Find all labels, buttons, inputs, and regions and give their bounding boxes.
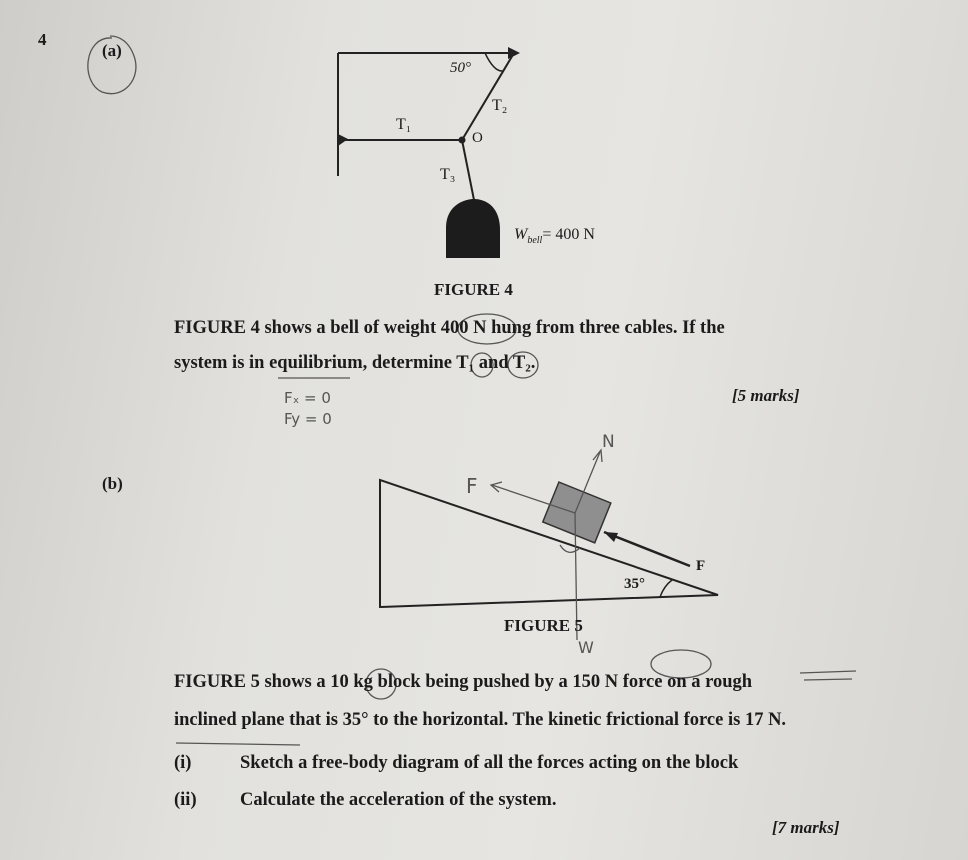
part-b-label: (b)	[102, 474, 123, 493]
bell-shape	[446, 199, 500, 258]
handwriting-fy: Fy = 0	[284, 410, 332, 428]
pen-overline-17n	[804, 679, 852, 680]
item-i-number: (i)	[174, 753, 192, 773]
item-i-text: Sketch a free-body diagram of all the forces acting on the block	[240, 753, 739, 773]
incline-triangle	[380, 480, 718, 607]
angle-arc-50	[485, 53, 503, 71]
item-ii-text: Calculate the acceleration of the system.	[240, 790, 557, 810]
fig4-t1-label: T₁	[396, 116, 412, 133]
fig4-t3-label: T₃	[440, 166, 456, 183]
pen-underline-inclined	[176, 743, 300, 745]
part-a-label: (a)	[102, 41, 122, 60]
block	[543, 482, 611, 543]
fig4-angle-label: 50°	[450, 60, 471, 76]
part-b-text-line2: inclined plane that is 35° to the horizontal. The kinetic frictional force is 17 N.	[174, 710, 787, 730]
figure-4	[338, 47, 520, 258]
angle-arc-35	[660, 580, 672, 597]
cable-t3	[462, 140, 474, 200]
part-a-text-line1: FIGURE 4 shows a bell of weight 400 N hung from three cables. If the	[174, 318, 725, 338]
part-b-text-line1: FIGURE 5 shows a 10 kg block being pushed by a 150 N force on a rough	[174, 672, 753, 692]
push-force-arrowhead	[604, 532, 618, 542]
figure-4-caption: FIGURE 4	[434, 280, 513, 299]
question-number: 4	[38, 30, 47, 49]
pen-normal-arrow	[593, 450, 602, 462]
handwriting-fx: Fₓ = 0	[284, 389, 331, 407]
part-b-marks: [7 marks]	[772, 818, 840, 837]
item-ii-number: (ii)	[174, 790, 197, 810]
figure-5	[380, 450, 718, 640]
fig4-t2-label: T₂	[492, 97, 508, 114]
part-a-marks: [5 marks]	[732, 386, 800, 405]
handwriting-n: N	[602, 432, 615, 452]
handwriting-w: W	[578, 638, 594, 657]
pen-underline-rough	[800, 671, 856, 673]
fig4-o-label: O	[472, 130, 483, 146]
figure-5-caption: FIGURE 5	[504, 616, 583, 635]
handwriting-f: F	[466, 474, 478, 498]
junction-point-o	[459, 137, 466, 144]
fig5-angle-label: 35°	[624, 576, 645, 592]
fig5-force-label: F	[696, 558, 706, 574]
part-a-text-line2: system is in equilibrium, determine T₁ and T₂.	[174, 353, 536, 373]
fig4-weight-label: $W_{bell}= 400$ N	[514, 226, 595, 247]
